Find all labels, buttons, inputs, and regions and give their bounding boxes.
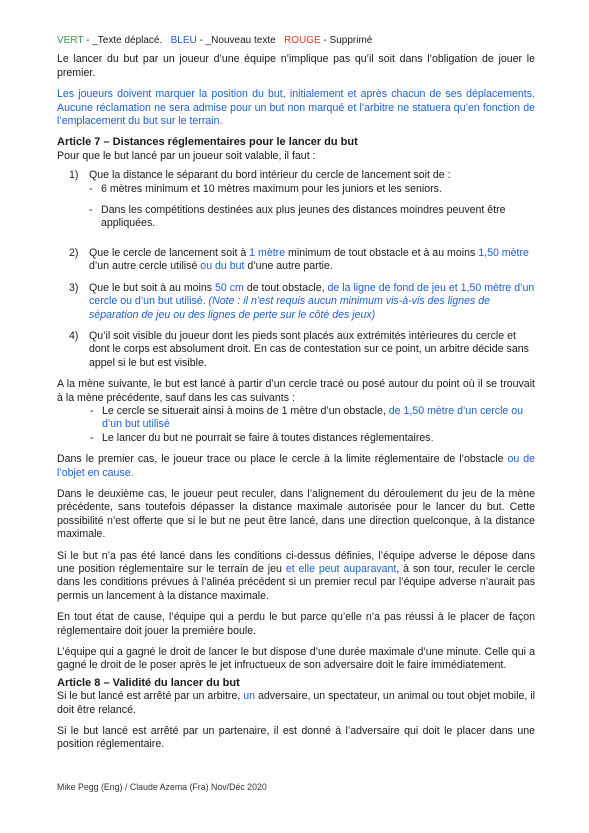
paragraph-arrete-partenaire: Si le but lancé est arrêté par un partenaire, il est donné à l’adversaire qui doit le placer dans une position réglementaire. (57, 725, 535, 751)
paragraph-conditions: Si le but n’a pas été lancé dans les conditions ci-dessus définies, l’équipe adverse le dépose dans une position réglementaire sur le terrain de jeu et elle peut auparavant, à son tour, reculer le cercle dans les conditions prévues à l’alinéa précédent si un premier recul par l’équipe adverse n’aurait pas permis un lancement à la distance maximale. (57, 549, 535, 602)
list-number: 1) (69, 169, 79, 182)
color-legend (57, 34, 535, 47)
paragraph-une-minute: L’équipe qui a gagné le droit de lancer le but dispose d’une durée maximale d’une minute. Celle qui a gagné le droit de le poser après le jet infructueux de son adversaire doit le faire immédiatement. (57, 646, 535, 672)
paragraph-premier-cas: Dans le premier cas, le joueur trace ou place le cercle à la limite réglementaire de l’obstacle ou de l’objet en cause. (57, 453, 535, 479)
mene-bullets (57, 405, 535, 445)
legend-red-label: ROUGE (284, 35, 321, 46)
paragraph-mene-suivante: A la mène suivante, le but est lancé à partir d’un cercle tracé ou posé autour du point où il se trouvait à la mène précédente, sauf dans les cas suivants : (57, 378, 535, 404)
paragraph-lancer-premier: Le lancer du but par un joueur d’une équipe n’implique pas qu’il soit dans l’obligation de jouer le premier. (57, 53, 535, 79)
legend-red-text: - Supprimé (320, 35, 373, 46)
paragraph-arrete-arbitre: Si le but lancé est arrêté par un arbitre, un adversaire, un spectateur, un animal ou tout objet mobile, il doit être relancé. (57, 690, 535, 716)
list-item-text: Que le but soit à au moins 50 cm de tout obstacle, de la ligne de fond de jeu et 1,50 mètre d’un cercle ou d’un but utilisé. (Note : il n’est requis aucun minimum vis-à-vis des lignes de séparation de jeu ou des lignes de perte sur le côté des jeux) (89, 281, 535, 321)
legend-green-label: VERT (57, 35, 84, 46)
legend-blue-text: - _Nouveau texte (196, 35, 276, 46)
article-8-heading: Article 8 – Validité du lancer du but (57, 676, 240, 689)
list-number: 4) (69, 329, 79, 342)
list-item-text: Que la distance le séparant du bord intérieur du cercle de lancement soit de : (89, 169, 451, 182)
list-item (57, 330, 535, 370)
bullet: - Le lancer du but ne pourrait se faire à toutes distances réglementaires. (90, 431, 434, 444)
article-7-heading: Article 7 – Distances réglementaires pour le lancer du but (57, 136, 358, 149)
list-item (57, 169, 535, 239)
legend-blue-label: BLEU (170, 35, 197, 46)
paragraph-deuxieme-cas: Dans le deuxième cas, le joueur peut reculer, dans l’alignement du déroulement du jeu de la mène précédente, sans toutefois dépasser la distance maximale autorisée pour le lancer du but. Cette possibilité n’est offerte que si le but ne peut être lancé, dans une direction quelconque, à la distance maximale. (57, 487, 535, 541)
bullet: - Le cercle se situerait ainsi à moins de 1 mètre d’un obstacle, de 1,50 mètre d’un cercle ou d’un but utilisé (90, 404, 524, 431)
page-footer: Mike Pegg (Eng) / Claude Azema (Fra) Nov/Déc 2020 (57, 782, 267, 792)
list-item-text: Qu’il soit visible du joueur dont les pieds sont placés aux extrémités intérieures du cercle et dont le corps est absolument droit. En cas de contestation sur ce point, un arbitre décide sans appel si le but est visible. (89, 329, 529, 369)
document-page (57, 34, 535, 760)
sub-bullet: - 6 mètres minimum et 10 mètres maximum pour les juniors et les seniors. (89, 182, 442, 195)
article-7-list (57, 169, 535, 370)
paragraph-marquer-position: Les joueurs doivent marquer la position du but, initialement et après chacun de ses déplacements. Aucune réclamation ne sera admise pour un but non marqué et l’arbitre ne statuera qu’en fonction de l’emplacement du but sur le terrain. (57, 88, 535, 128)
list-item (57, 247, 535, 274)
sub-bullet: - Dans les compétitions destinées aux plus jeunes des distances moindres peuvent être appliquées. (89, 204, 506, 230)
article-7-intro: Pour que le but lancé par un joueur soit valable, il faut : (57, 149, 316, 162)
list-item-text: Que le cercle de lancement soit à 1 mètre minimum de tout obstacle et à au moins 1,50 mètre d’un autre cercle utilisé ou du but d’une autre partie. (89, 246, 529, 273)
list-number: 2) (69, 246, 79, 259)
sub-bullets (89, 183, 535, 231)
legend-green-text: - _Texte déplacé. (83, 35, 163, 46)
list-number: 3) (69, 281, 79, 294)
paragraph-tout-etat: En tout état de cause, l’équipe qui a perdu le but parce qu’elle n’a pas réussi à le placer de façon réglementaire doit jouer la première boule. (57, 611, 535, 637)
list-item (57, 282, 535, 322)
